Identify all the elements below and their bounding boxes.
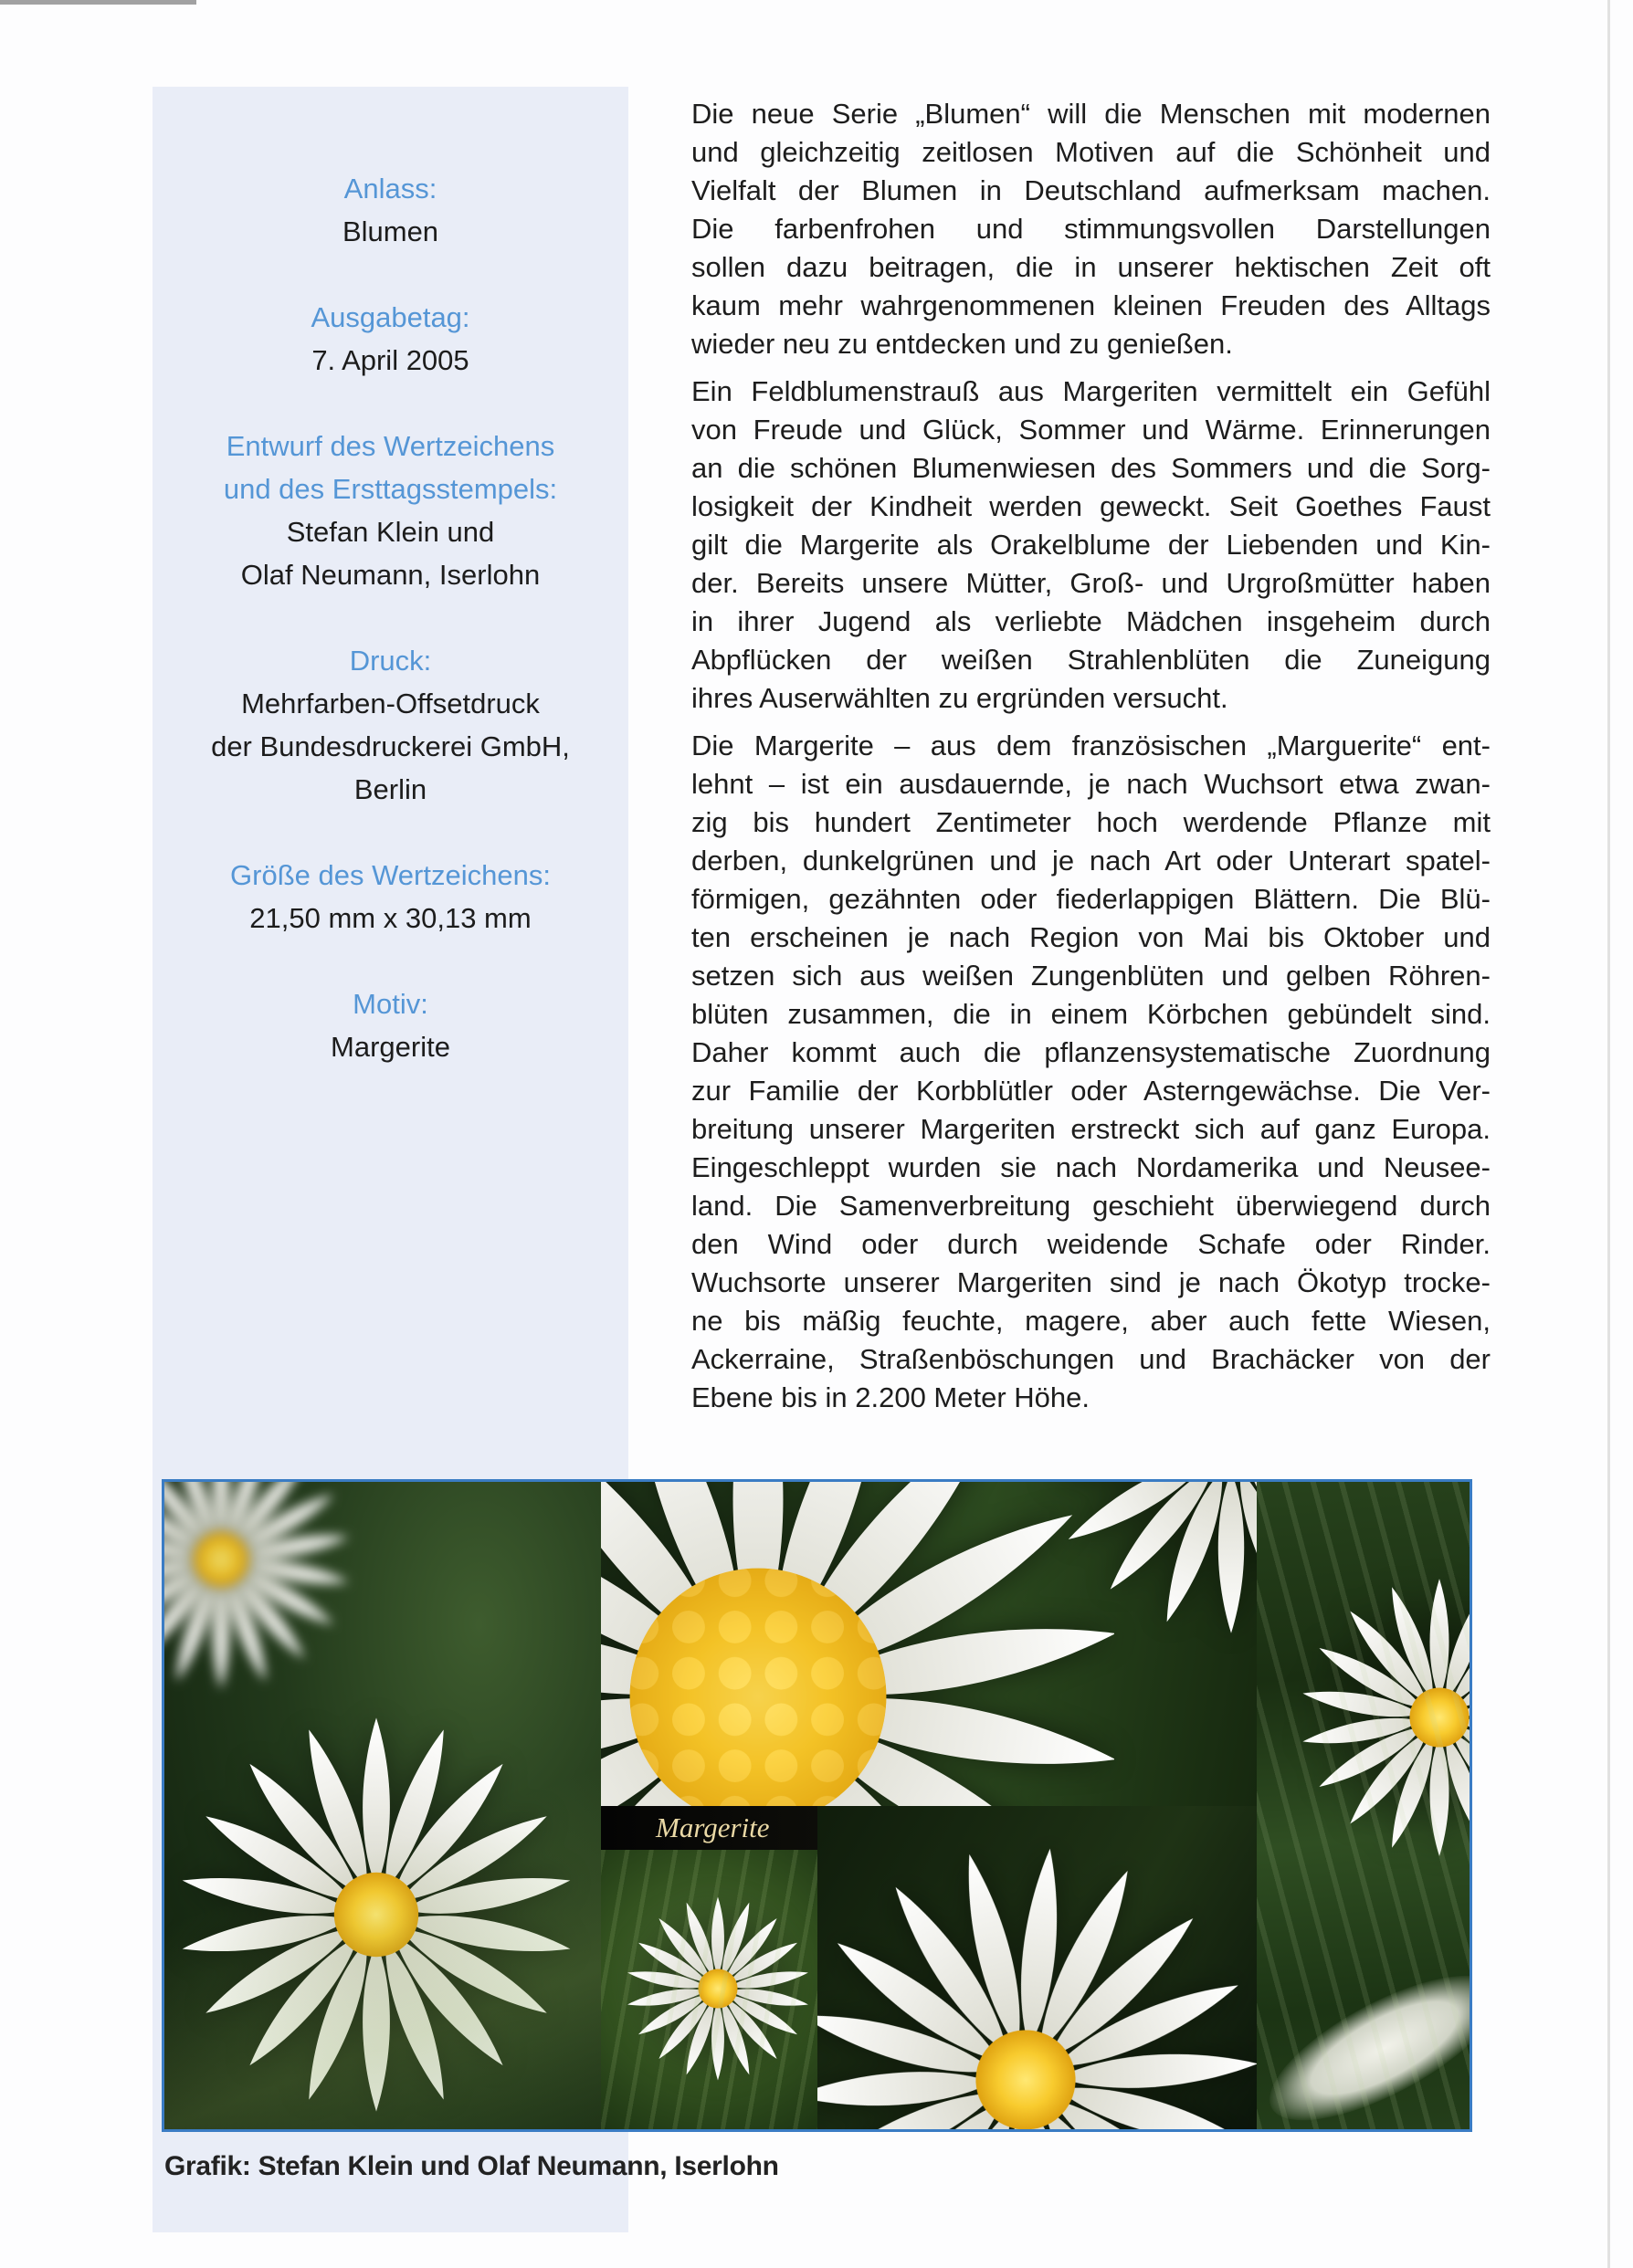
paragraph-botanik — [691, 727, 1491, 1417]
info-value: Margerite — [331, 1031, 450, 1063]
info-group-motiv — [153, 982, 628, 1068]
text-line: ne bis mäßig feuchte, magere, aber auch fette Wiesen, — [691, 1305, 1491, 1337]
daisy-petals-graphic — [1039, 1482, 1257, 1637]
info-value: Olaf Neumann, Iserlohn — [240, 559, 541, 591]
text-line: Daher kommt auch die pflanzensystematische Zuordnung — [691, 1036, 1491, 1068]
text-line: von Freude und Glück, Sommer und Wärme. Erinnerungen — [691, 414, 1491, 446]
info-label: Größe des Wertzeichens: — [230, 859, 551, 891]
daisy-flower-graphic — [175, 1714, 577, 2116]
text-line: den Wind oder durch weidende Schafe oder Rinder. — [691, 1228, 1491, 1260]
info-label: und des Ersttagsstempels: — [223, 473, 558, 505]
text-line: gilt die Margerite als Orakelblume der Liebenden und Kin- — [691, 529, 1491, 561]
text-line: losigkeit der Kindheit werden geweckt. Seit Goethes Faust — [691, 490, 1491, 522]
text-line: breitung unserer Margeriten erstreckt sich auf ganz Europa. — [691, 1113, 1491, 1145]
text-line: förmigen, gezähnten oder fiederlappigen Blättern. Die Blü- — [691, 883, 1491, 915]
text-line: und gleichzeitig zeitlosen Motiven auf die Schönheit und — [691, 136, 1491, 168]
text-line: Die Margerite – aus dem französischen „Marguerite“ ent- — [691, 730, 1491, 761]
text-line: Die farbenfrohen und stimmungsvollen Darstellungen — [691, 213, 1491, 245]
daisy-flower-graphic — [601, 1482, 1114, 1806]
text-line: zig bis hundert Zentimeter hoch werdende Pflanze mit — [691, 806, 1491, 838]
info-group-druck — [153, 639, 628, 811]
daisy-flower-graphic — [1298, 1576, 1470, 1859]
info-value: Mehrfarben-Offsetdruck — [241, 688, 540, 719]
info-label: Druck: — [349, 645, 432, 677]
text-line: zur Familie der Korbblütler oder Asterngewächse. Die Ver- — [691, 1075, 1491, 1107]
info-group-ausgabetag — [153, 296, 628, 382]
info-group-anlass — [153, 167, 628, 253]
paragraph-feldblumenstrauss — [691, 373, 1491, 718]
text-line: an die schönen Blumenwiesen des Sommers und die Sorg- — [691, 452, 1491, 484]
text-line: blüten zusammen, die in einem Körbchen gebündelt sind. — [691, 998, 1491, 1030]
photo-tile-large-tilted-daisy — [817, 1806, 1257, 2129]
photo-credit: Grafik: Stefan Klein und Olaf Neumann, Iserlohn — [164, 2151, 779, 2181]
text-line: Ebene bis in 2.200 Meter Höhe. — [691, 1381, 1090, 1413]
text-line: Die neue Serie „Blumen“ will die Menschen mit modernen — [691, 98, 1491, 130]
text-line: Wuchsorte unserer Margeriten sind je nach Ökotyp trocke- — [691, 1266, 1491, 1298]
text-line: Eingeschleppt wurden sie nach Nordamerika und Neusee- — [691, 1151, 1491, 1183]
info-group-groesse — [153, 854, 628, 940]
photo-tile-daisy-closeup — [601, 1482, 1257, 1806]
daisy-flower-graphic — [625, 1895, 812, 2083]
text-line: Vielfalt der Blumen in Deutschland aufmerksam machen. — [691, 174, 1491, 206]
info-group-entwurf — [153, 425, 628, 596]
text-line: in ihrer Jugend als verliebte Mädchen insgeheim durch — [691, 605, 1491, 637]
paragraph-intro — [691, 95, 1491, 363]
scanner-edge-artifact — [0, 0, 196, 5]
text-line: sollen dazu beitragen, die in unserer hektischen Zeit oft — [691, 251, 1491, 283]
photo-tile-right-daisy-meadow — [1257, 1482, 1470, 2129]
photo-caption-label: Margerite — [656, 1811, 770, 1843]
text-line: der. Bereits unsere Mütter, Groß- und Urgroßmütter haben — [691, 567, 1491, 599]
info-value: Blumen — [342, 215, 439, 247]
photo-tile-meadow-daisy-left — [164, 1482, 601, 2129]
daisy-flower-graphic — [164, 1482, 353, 1692]
text-line: ihres Auserwählten zu ergründen versucht. — [691, 682, 1228, 714]
daisy-photo-collage — [162, 1479, 1472, 2132]
text-line: wieder neu zu entdecken und zu genießen. — [691, 328, 1233, 360]
info-label: Anlass: — [343, 173, 437, 205]
text-line: lehnt – ist ein ausdauernde, je nach Wuchsort etwa zwan- — [691, 768, 1491, 800]
text-line: kaum mehr wahrgenommenen kleinen Freuden des Alltags — [691, 289, 1491, 321]
info-label: Ausgabetag: — [311, 301, 470, 333]
text-line: derben, dunkelgrünen und je nach Art oder Unterart spatel- — [691, 845, 1491, 877]
info-label: Entwurf des Wertzeichens — [226, 430, 555, 462]
text-line: Abpflücken der weißen Strahlenblüten die Zuneigung — [691, 644, 1491, 676]
info-value: 21,50 mm x 30,13 mm — [249, 902, 532, 934]
daisy-petal-graphic — [1257, 1948, 1470, 2129]
article-text — [691, 95, 1491, 1426]
text-line: ten erscheinen je nach Region von Mai bis Oktober und — [691, 921, 1491, 953]
info-value: Stefan Klein und — [286, 516, 495, 548]
photo-tile-small-daisy — [601, 1850, 817, 2129]
info-value: Berlin — [353, 773, 427, 805]
text-line: Ackerraine, Straßenböschungen und Brachäcker von der — [691, 1343, 1491, 1375]
text-line: land. Die Samenverbreitung geschieht überwiegend durch — [691, 1190, 1491, 1222]
text-line: setzen sich aus weißen Zungenblüten und gelben Röhren- — [691, 960, 1491, 992]
scanner-edge-artifact — [1607, 0, 1610, 2268]
info-value: der Bundesdruckerei GmbH, — [211, 730, 570, 762]
info-value: 7. April 2005 — [311, 344, 469, 376]
text-line: Ein Feldblumenstrauß aus Margeriten vermittelt ein Gefühl — [691, 375, 1491, 407]
info-label: Motiv: — [353, 988, 428, 1020]
daisy-flower-graphic — [817, 1806, 1257, 2129]
photo-caption-band — [601, 1806, 817, 1850]
